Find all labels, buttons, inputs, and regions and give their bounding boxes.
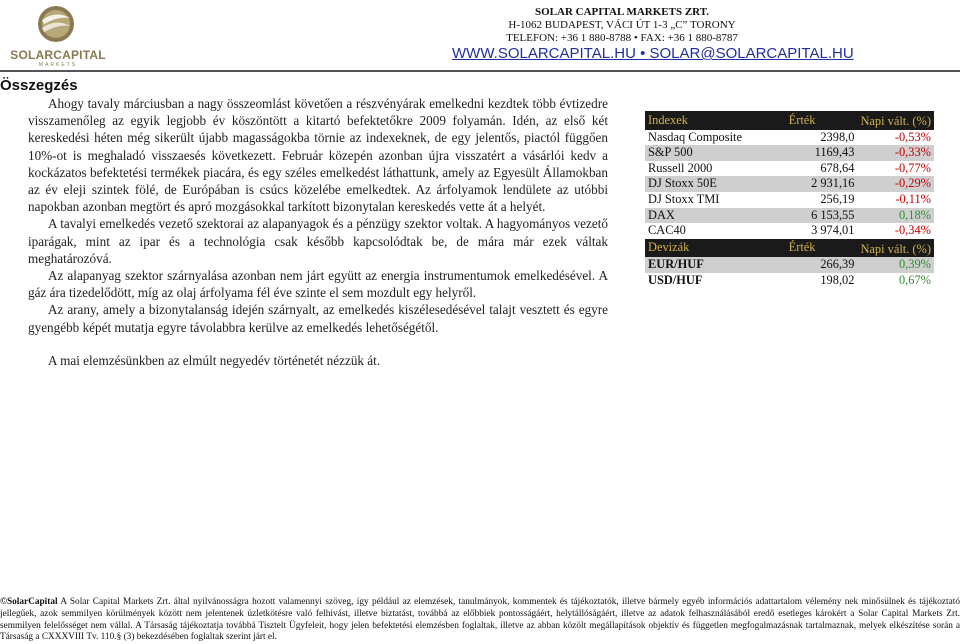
header-divider (0, 70, 960, 72)
logo-wordmark: SOLARCAPITAL (10, 48, 106, 62)
index-name: Nasdaq Composite (645, 130, 786, 146)
index-value: 256,19 (786, 192, 858, 208)
header-cell: Napi vált. (%) (857, 239, 934, 258)
index-name: DJ Stoxx 50E (645, 176, 786, 192)
article-paragraph: A tavalyi emelkedés vezető szektorai az alapanyagok és a pénzügy szektor voltak. A hagyományos vezető iparágak, mint az ipar és a technológia csak később kapcsolódtak be, de mára már ezek váltak meghatározóvá. (28, 216, 608, 266)
table-row (645, 192, 934, 208)
fx-name: USD/HUF (645, 273, 786, 289)
fx-value: 266,39 (786, 257, 858, 273)
table-row (645, 161, 934, 177)
article-paragraph: Az arany, amely a bizonytalanság idején szárnyalt, az emelkedés kiszélesedésével talajt vesztett és egyre gyengébb képét mutatja egyre távolabbra kerülve az emelkedés lehetőségétől. (28, 302, 608, 335)
fx-value: 198,02 (786, 273, 858, 289)
table-row (645, 273, 934, 289)
article-paragraph: A mai elemzésünkben az elmúlt negyedév történetét nézzük át. (48, 352, 381, 368)
copyright-lead: ©SolarCapital (0, 597, 58, 607)
sun-logo-icon (36, 4, 76, 44)
table-header-indices (645, 111, 934, 130)
index-value: 2 931,16 (786, 176, 858, 192)
company-phone: TELEFON: +36 1 880-8788 • FAX: +36 1 880-8787 (506, 32, 738, 44)
page-header (0, 0, 960, 70)
header-cell: Érték (786, 239, 858, 258)
header-cell: Devizák (645, 239, 786, 258)
fx-change: 0,39% (857, 257, 934, 273)
index-value: 6 153,55 (786, 208, 858, 224)
index-change: -0,11% (857, 192, 934, 208)
index-change: -0,33% (857, 145, 934, 161)
index-value: 3 974,01 (786, 223, 858, 239)
index-change: -0,29% (857, 176, 934, 192)
table-header-fx (645, 239, 934, 258)
market-table (645, 111, 934, 289)
index-value: 2398,0 (786, 130, 858, 146)
summary-article (28, 95, 608, 369)
article-paragraph: Az alapanyag szektor szárnyalása azonban nem járt együtt az energia instrumentumok emelkedésével. A gáz ára tizedelődött, míg az olaj árfolyama fél éve szinte el sem mozdult egy helyről. (28, 268, 608, 301)
index-value: 1169,43 (786, 145, 858, 161)
table-row (645, 257, 934, 273)
header-cell: Indexek (645, 111, 786, 130)
table-row (645, 145, 934, 161)
table-row (645, 176, 934, 192)
index-value: 678,64 (786, 161, 858, 177)
index-name: DAX (645, 208, 786, 224)
index-change: -0,77% (857, 161, 934, 177)
section-title: Összegzés (0, 77, 78, 94)
company-address: H-1062 BUDAPEST, VÁCI ÚT 1-3 „C” TORONY (508, 19, 736, 31)
index-name: S&P 500 (645, 145, 786, 161)
disclaimer-text: A Solar Capital Markets Zrt. által nyilvánosságra hozott valamennyi szöveg, így például az elemzések, tanulmányok, kommentek és tájékoztatók, illetve bármely egyéb információs adattartalom vélemény nek minősülnek és tájékoztató jellegűek, azok semmilyen körülmények között nem jelentenek üzletkötésre való felhívást, illetve biztatást, továbbá az előbbiek pontosságáért, helytállóságáért, illetve az adatok felhasználásából eredő esetleges károkért a Solar Capital Markets Zrt. semmilyen felelősséget nem vállal. A Társaság tájékoztatja továbbá Tisztelt Ügyfeleit, hogy jelen befektetési elemzésben foglaltak, illetve az abban közölt megállapítások objektív és független megfogalmazásnak tartalmaznak, melyek elkészítése során a Társaság a CXXXVIII Tv. 110.§ (3) bekezdésében foglaltak szerint járt el. (0, 597, 960, 643)
company-info (452, 6, 854, 63)
index-change: 0,18% (857, 208, 934, 224)
company-name: SOLAR CAPITAL MARKETS ZRT. (534, 6, 709, 18)
company-links[interactable]: WWW.SOLARCAPITAL.HU • SOLAR@SOLARCAPITAL.HU (452, 45, 854, 62)
header-cell: Érték (786, 111, 858, 130)
index-name: DJ Stoxx TMI (645, 192, 786, 208)
index-name: CAC40 (645, 223, 786, 239)
index-name: Russell 2000 (645, 161, 786, 177)
index-change: -0,53% (857, 130, 934, 146)
company-logo (6, 4, 114, 66)
fx-change: 0,67% (857, 273, 934, 289)
logo-subtext: MARKETS (38, 62, 78, 68)
table-row (645, 208, 934, 224)
header-cell: Napi vált. (%) (857, 111, 934, 130)
table-row (645, 223, 934, 239)
legal-disclaimer (0, 597, 960, 644)
article-paragraph: Ahogy tavaly márciusban a nagy összeomlást követően a részvényárak emelkedni kezdtek több évtizedre visszamenőleg az egyik legjobb év köszöntött a kitartó befektetőkre 2009 folyamán. Idén, az első két kereskedési héten még sikerült újabb magasságokba törnie az indexeknek, de egy jelentős, piactól függően 10%-ot is meghaladó visszaesés következett. Február közepén azonban újra visszatért a vásárlói kedv a kockázatos befektetési termékek piacára, és egy széles emelkedést láthattunk, amely az Egyesült Államokban az év eleji szintek fölé, de Európában is csúcs közelébe emelkedtek. Az árfolyamok lendülete az utóbbi napokban azonban megtört és apró mozgásokkal tarkított bizonytalan kereskedés vette át a helyét. (28, 96, 608, 215)
index-change: -0,34% (857, 223, 934, 239)
fx-name: EUR/HUF (645, 257, 786, 273)
table-row (645, 130, 934, 146)
